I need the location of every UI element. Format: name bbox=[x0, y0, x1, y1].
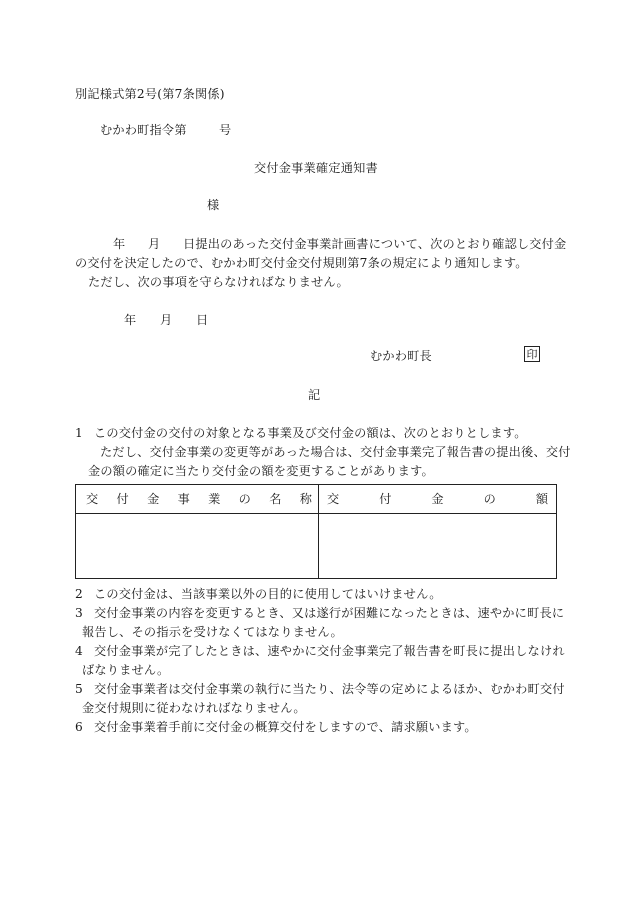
issuer-name: むかわ町長 bbox=[370, 349, 432, 363]
header-char: 事 bbox=[177, 491, 190, 506]
header-project-name bbox=[76, 485, 319, 514]
header-char: 称 bbox=[299, 491, 312, 506]
grant-amount-cell[interactable] bbox=[319, 514, 557, 579]
header-char: 金 bbox=[147, 491, 160, 506]
item-2-number: 2 bbox=[75, 587, 83, 601]
document-number-suffix: 号 bbox=[219, 123, 232, 137]
item-1-text: この交付金の交付の対象となる事業及び交付金の額は、次のとおりとします。 bbox=[94, 426, 527, 440]
header-char: の bbox=[238, 491, 251, 506]
item-4-line2: ばなりません。 bbox=[82, 663, 170, 677]
date-day: 日 bbox=[196, 313, 209, 327]
item-1-number: 1 bbox=[75, 426, 83, 440]
addressee-suffix: 様 bbox=[207, 198, 220, 212]
header-char: 業 bbox=[208, 491, 221, 506]
intro-line3: ただし、次の事項を守らなければなりません。 bbox=[88, 275, 349, 289]
grant-table bbox=[75, 484, 557, 579]
item-3-line1: 交付金事業の内容を変更するとき、又は遂行が困難になったときは、速やかに町長に bbox=[94, 606, 565, 620]
document-number-prefix: むかわ町指令第 bbox=[100, 123, 187, 137]
date-month: 月 bbox=[160, 313, 173, 327]
item-5-line1: 交付金事業者は交付金事業の執行に当たり、法令等の定めによるほか、むかわ町交付 bbox=[94, 682, 565, 696]
ki-marker: 記 bbox=[308, 388, 321, 402]
item-5-line2: 金交付規則に従わなければなりません。 bbox=[82, 701, 306, 715]
item-4-number: 4 bbox=[75, 644, 83, 658]
grant-table-header bbox=[76, 485, 557, 514]
project-name-cell[interactable] bbox=[76, 514, 319, 579]
header-char: 名 bbox=[269, 491, 282, 506]
header-char: 交 bbox=[327, 491, 340, 506]
item-4-line1: 交付金事業が完了したときは、速やかに交付金事業完了報告書を町長に提出しなけれ bbox=[94, 644, 565, 658]
intro-line2: の交付を決定したので、むかわ町交付金交付規則第7条の規定により通知します。 bbox=[75, 256, 528, 270]
grant-table-row bbox=[76, 514, 557, 579]
seal-stamp: 印 bbox=[524, 346, 540, 362]
intro-line1: 日提出のあった交付金事業計画書について、次のとおり確認し交付金 bbox=[183, 237, 567, 251]
intro-month: 月 bbox=[148, 237, 161, 251]
item-6-number: 6 bbox=[75, 720, 83, 734]
header-grant-amount bbox=[319, 485, 557, 514]
header-char: 金 bbox=[431, 491, 444, 506]
item-1-note-line1: ただし、交付金事業の変更等があった場合は、交付金事業完了報告書の提出後、交付 bbox=[100, 445, 571, 459]
header-char: 額 bbox=[535, 491, 548, 506]
item-2-text: この交付金は、当該事業以外の目的に使用してはいけません。 bbox=[94, 587, 442, 601]
item-3-number: 3 bbox=[75, 606, 83, 620]
document-title: 交付金事業確定通知書 bbox=[254, 161, 378, 175]
form-label: 別記様式第2号(第7条関係) bbox=[75, 87, 225, 101]
intro-year: 年 bbox=[113, 237, 126, 251]
header-char: 交 bbox=[86, 491, 99, 506]
item-6-text: 交付金事業着手前に交付金の概算交付をしますので、請求願います。 bbox=[94, 720, 477, 734]
item-1-note-line2: 金の額の確定に当たり交付金の額を変更することがあります。 bbox=[88, 464, 434, 478]
date-year: 年 bbox=[124, 313, 137, 327]
item-5-number: 5 bbox=[75, 682, 83, 696]
header-char: 付 bbox=[379, 491, 392, 506]
header-char: の bbox=[483, 491, 496, 506]
header-char: 付 bbox=[116, 491, 129, 506]
item-3-line2: 報告し、その指示を受けなくてはなりません。 bbox=[82, 625, 343, 639]
